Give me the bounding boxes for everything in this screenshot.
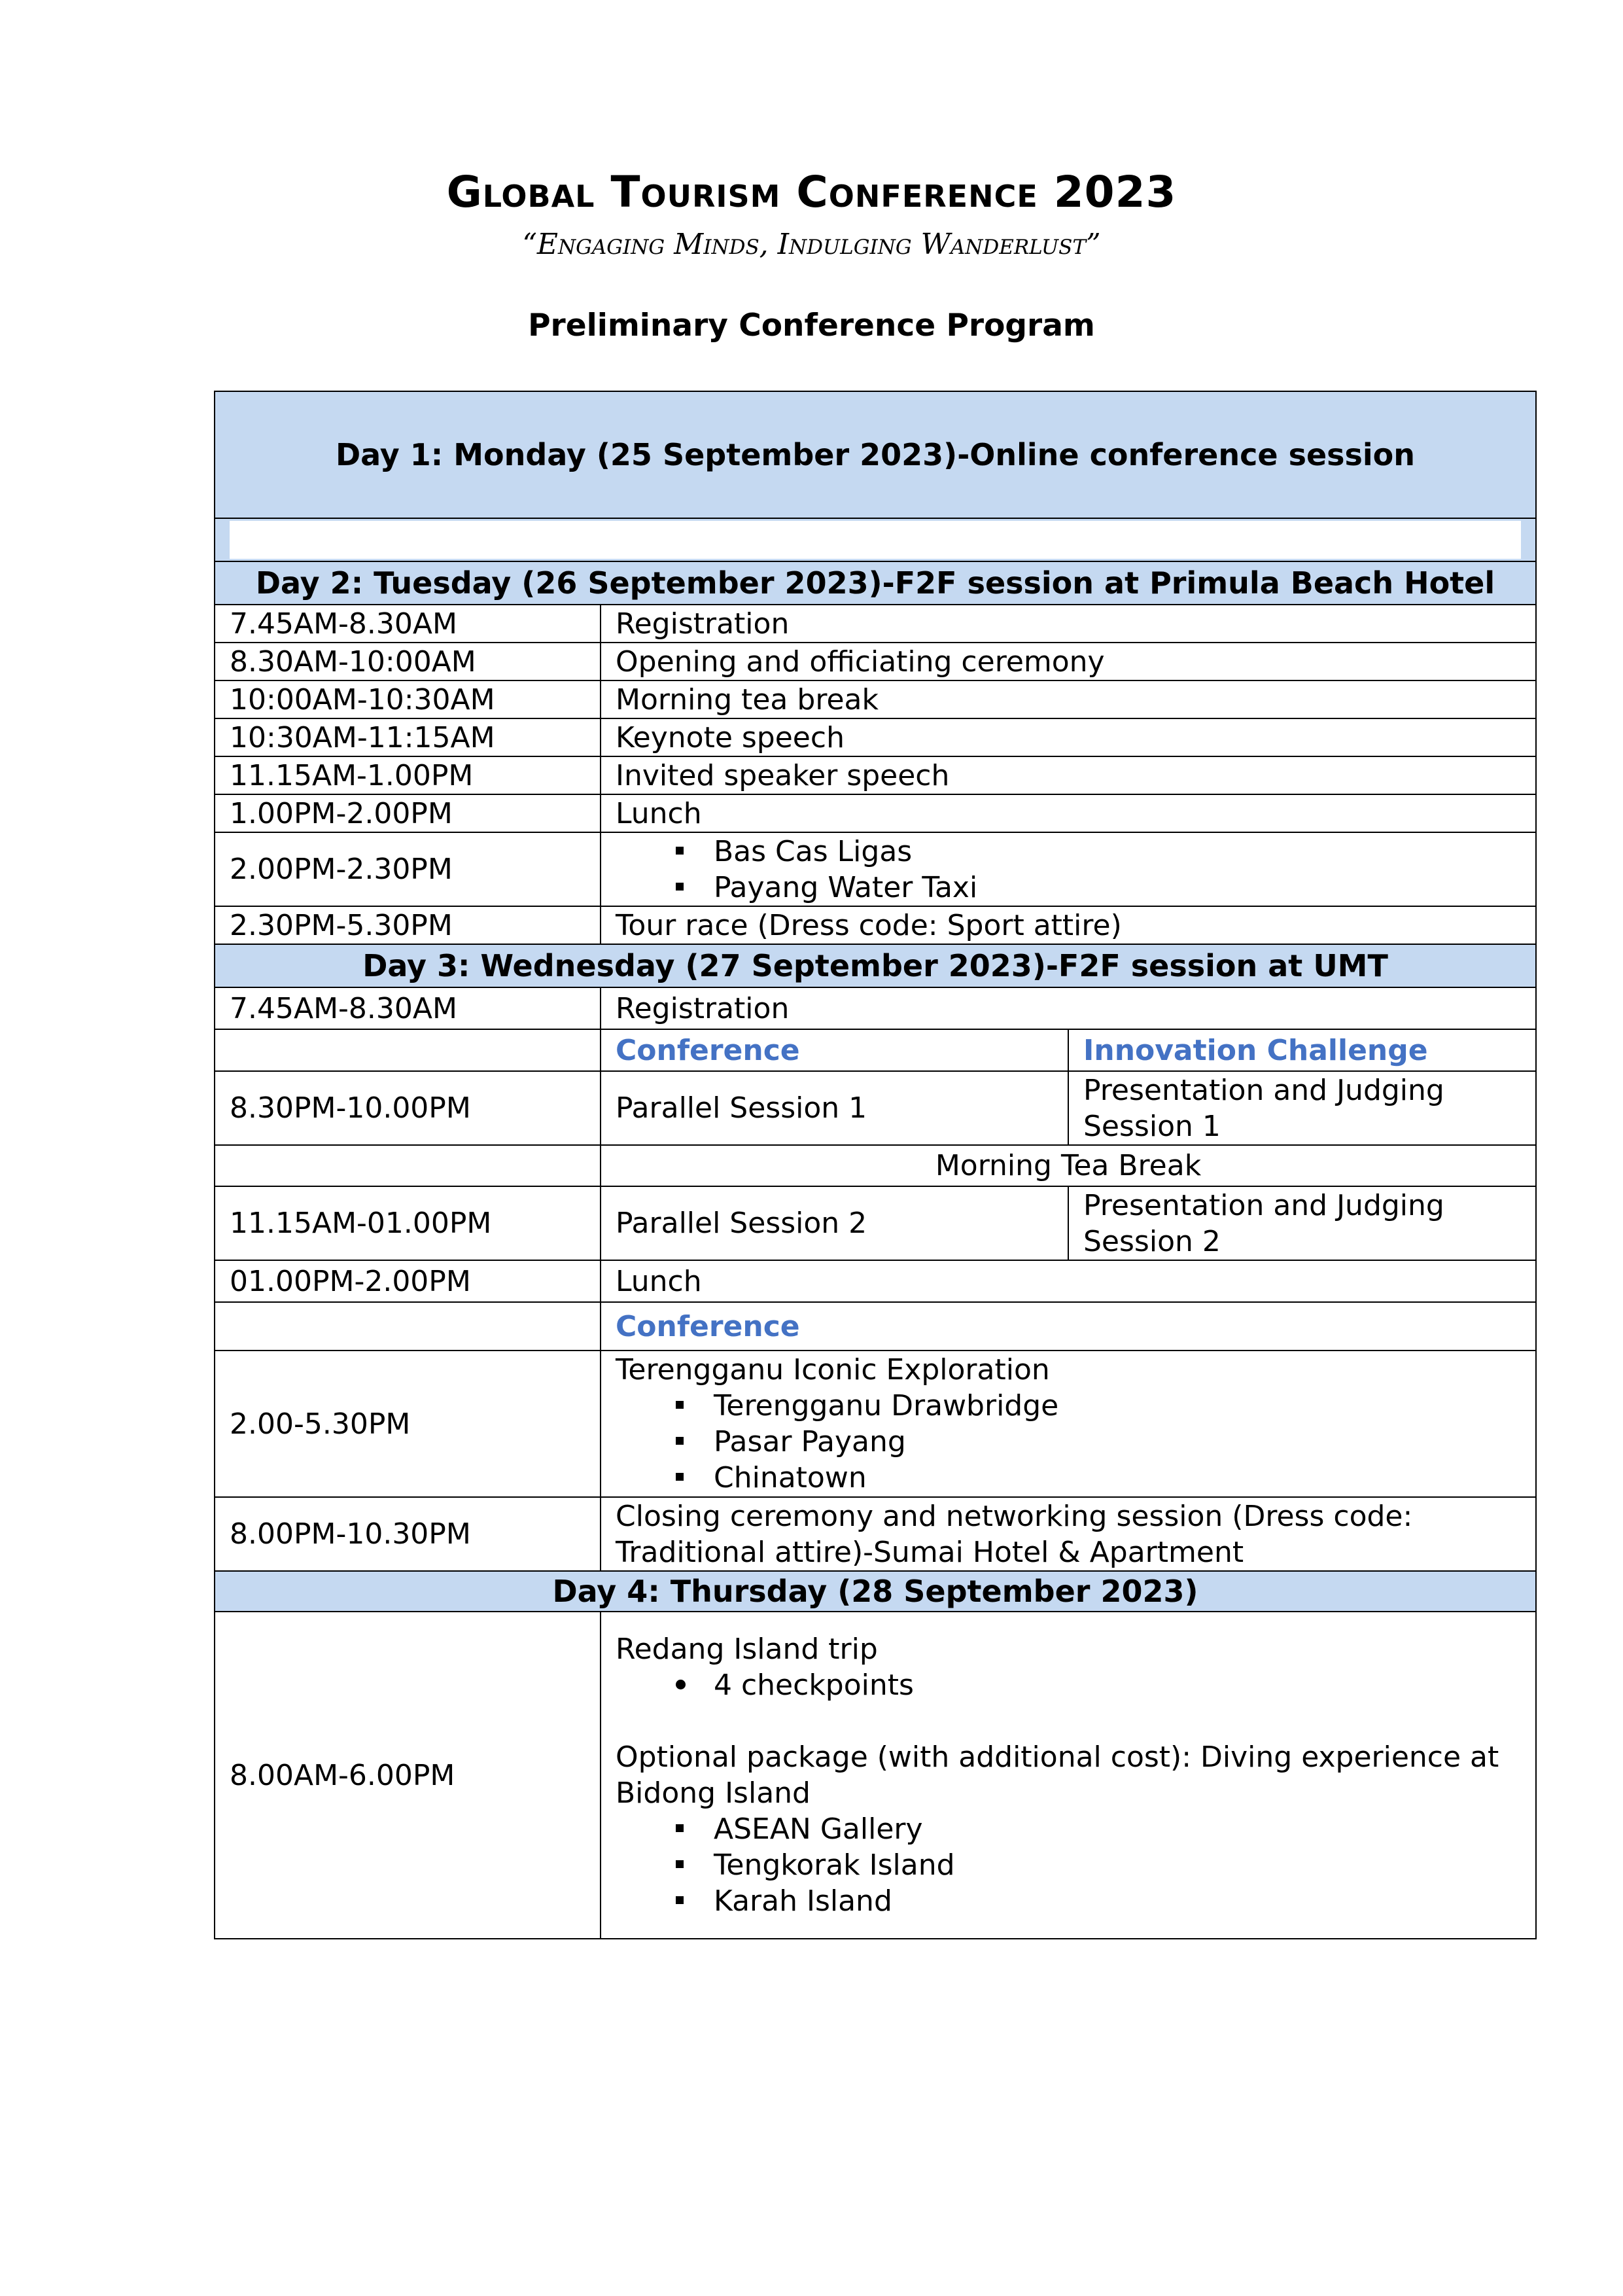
activity-cell: Lunch <box>601 1260 1536 1302</box>
table-row <box>215 643 1536 680</box>
conference-header: Conference <box>601 1302 1536 1351</box>
conference-cell: Parallel Session 1 <box>601 1071 1068 1145</box>
list-item: ASEAN Gallery <box>616 1811 1521 1847</box>
innovation-cell: Presentation and Judging Session 1 <box>1068 1071 1536 1145</box>
trip-title: Redang Island trip <box>616 1633 878 1666</box>
list-item: Bas Cas Ligas <box>616 834 1521 870</box>
activity-cell: Morning tea break <box>601 680 1536 718</box>
table-row <box>215 1351 1536 1497</box>
schedule-table <box>214 391 1537 1939</box>
tea-break-cell: Morning Tea Break <box>601 1145 1536 1186</box>
table-row <box>215 1145 1536 1186</box>
day1-heading: Day 1: Monday (25 September 2023)-Online conference session <box>215 391 1536 518</box>
optional-package: Optional package (with additional cost): Diving experience at Bidong Island <box>616 1740 1499 1810</box>
table-row <box>215 832 1536 906</box>
table-row <box>215 680 1536 718</box>
conference-cell: Parallel Session 2 <box>601 1186 1068 1260</box>
time-cell: 01.00PM-2.00PM <box>215 1260 601 1302</box>
table-row <box>215 794 1536 832</box>
time-cell: 1.00PM-2.00PM <box>215 794 601 832</box>
time-cell: 2.00PM-2.30PM <box>215 832 601 906</box>
time-cell: 8.00PM-10.30PM <box>215 1497 601 1571</box>
list-item: 4 checkpoints <box>616 1667 1521 1703</box>
conference-title: Global Tourism Conference 2023 <box>446 167 1177 217</box>
table-row <box>215 987 1536 1029</box>
activity-cell: Registration <box>601 605 1536 643</box>
table-row <box>215 1302 1536 1351</box>
table-row <box>215 756 1536 794</box>
transport-list <box>616 834 1521 906</box>
table-row <box>215 1186 1536 1260</box>
activity-cell: Closing ceremony and networking session (Dress code: Traditional attire)-Sumai Hotel & Apartment <box>601 1497 1536 1571</box>
time-cell: 10:30AM-11:15AM <box>215 718 601 756</box>
time-cell: 2.30PM-5.30PM <box>215 906 601 944</box>
list-item: Chinatown <box>616 1460 1521 1496</box>
table-row <box>215 1260 1536 1302</box>
list-item: Payang Water Taxi <box>616 870 1521 906</box>
table-row <box>215 1071 1536 1145</box>
time-cell: 11.15AM-1.00PM <box>215 756 601 794</box>
time-cell: 2.00-5.30PM <box>215 1351 601 1497</box>
activity-cell: Invited speaker speech <box>601 756 1536 794</box>
optional-list <box>616 1811 1521 1919</box>
innovation-cell: Presentation and Judging Session 2 <box>1068 1186 1536 1260</box>
table-row <box>215 1497 1536 1571</box>
activity-cell <box>601 832 1536 906</box>
exploration-title: Terengganu Iconic Exploration <box>616 1353 1050 1386</box>
time-cell <box>215 1029 601 1071</box>
table-row <box>215 1029 1536 1071</box>
day4-heading: Day 4: Thursday (28 September 2023) <box>215 1571 1536 1612</box>
day2-heading: Day 2: Tuesday (26 September 2023)-F2F session at Primula Beach Hotel <box>215 561 1536 605</box>
program-heading: Preliminary Conference Program <box>528 308 1095 344</box>
time-cell: 11.15AM-01.00PM <box>215 1186 601 1260</box>
list-item: Terengganu Drawbridge <box>616 1388 1521 1424</box>
time-cell: 8.30AM-10:00AM <box>215 643 601 680</box>
activity-cell: Lunch <box>601 794 1536 832</box>
list-item: Tengkorak Island <box>616 1847 1521 1883</box>
table-row <box>215 1612 1536 1939</box>
time-cell <box>215 1302 601 1351</box>
trip-list <box>616 1667 1521 1703</box>
list-item: Pasar Payang <box>616 1424 1521 1460</box>
activity-cell: Keynote speech <box>601 718 1536 756</box>
time-cell <box>215 1145 601 1186</box>
table-row <box>215 605 1536 643</box>
activity-cell <box>601 1612 1536 1939</box>
activity-cell: Opening and officiating ceremony <box>601 643 1536 680</box>
activity-cell: Tour race (Dress code: Sport attire) <box>601 906 1536 944</box>
table-row <box>215 906 1536 944</box>
activity-cell: Registration <box>601 987 1536 1029</box>
time-cell: 8.00AM-6.00PM <box>215 1612 601 1939</box>
time-cell: 8.30PM-10.00PM <box>215 1071 601 1145</box>
time-cell: 10:00AM-10:30AM <box>215 680 601 718</box>
day1-blank-row <box>215 518 1536 561</box>
activity-cell <box>601 1351 1536 1497</box>
innovation-track-header: Innovation Challenge <box>1068 1029 1536 1071</box>
time-cell: 7.45AM-8.30AM <box>215 605 601 643</box>
time-cell: 7.45AM-8.30AM <box>215 987 601 1029</box>
list-item: Karah Island <box>616 1883 1521 1919</box>
day3-heading: Day 3: Wednesday (27 September 2023)-F2F session at UMT <box>215 944 1536 987</box>
exploration-list <box>616 1388 1521 1496</box>
table-row <box>215 718 1536 756</box>
conference-tagline: “Engaging Minds, Indulging Wanderlust” <box>522 228 1101 261</box>
conference-track-header: Conference <box>601 1029 1068 1071</box>
